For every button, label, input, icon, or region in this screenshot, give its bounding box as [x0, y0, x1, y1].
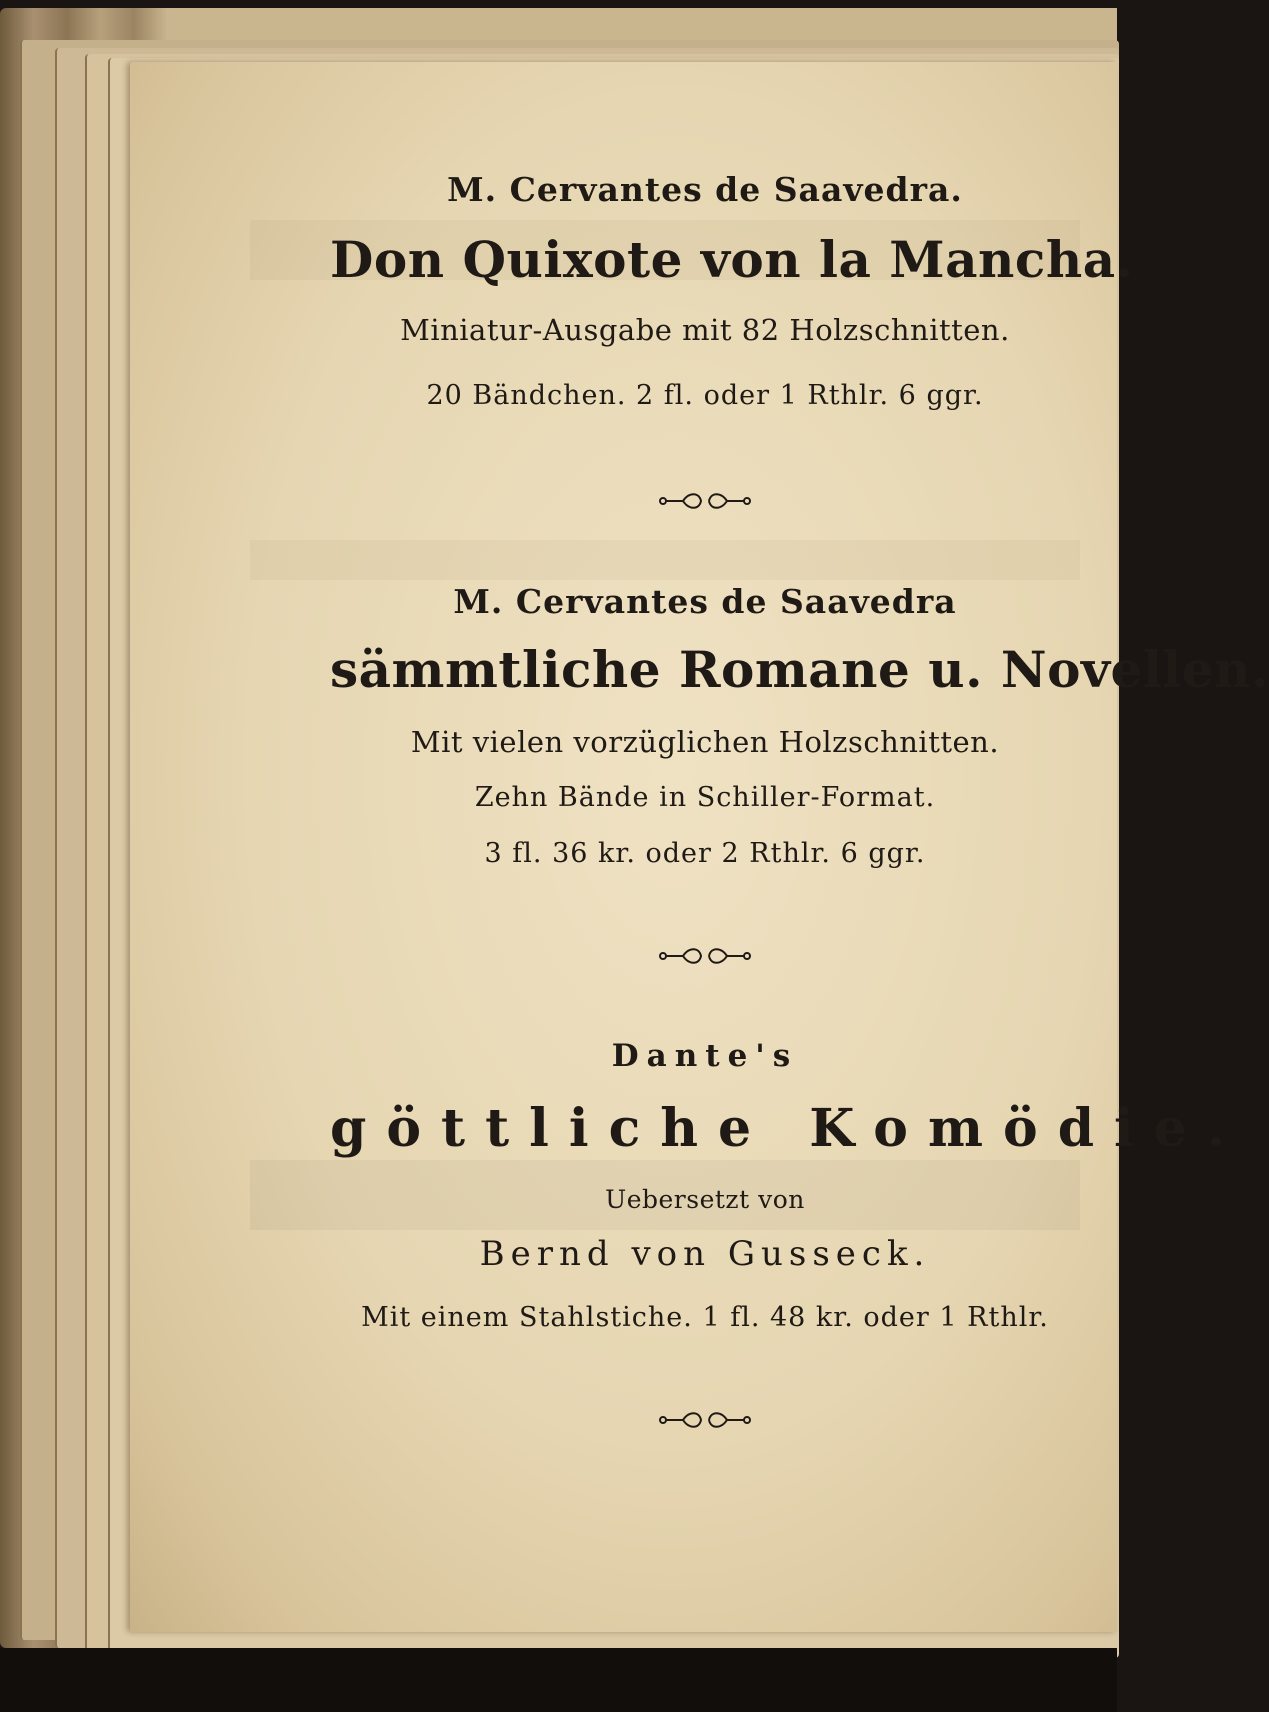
section3-title: göttliche Komödie. [330, 1098, 1245, 1159]
background-surface [0, 1648, 1117, 1712]
section2-title: sämmtliche Romane u. Novellen. [330, 640, 1269, 699]
section2-price: 3 fl. 36 kr. oder 2 Rthlr. 6 ggr. [484, 838, 926, 869]
section3-translated: Uebersetzt von [605, 1185, 805, 1214]
section2-format: Zehn Bände in Schiller-Format. [474, 782, 936, 813]
section3-translator: Bernd von Gusseck. [479, 1234, 931, 1274]
section1-title: Don Quixote von la Mancha. [330, 230, 1134, 289]
section1-edition: Miniatur-Ausgabe mit 82 Holzschnitten. [400, 313, 1010, 347]
fleuron-ornament [330, 943, 1080, 969]
section3-price: Mit einem Stahlstiche. 1 fl. 48 kr. oder 1 Rthlr. [361, 1302, 1049, 1333]
section2-edition: Mit vielen vorzüglichen Holzschnitten. [410, 725, 1000, 759]
section1-author: M. Cervantes de Saavedra. [447, 170, 963, 209]
fleuron-ornament [330, 1407, 1080, 1433]
section2-author: M. Cervantes de Saavedra [453, 582, 957, 621]
show-through [250, 540, 1080, 580]
section1-price: 20 Bändchen. 2 fl. oder 1 Rthlr. 6 ggr. [426, 380, 984, 411]
section3-author: Dante's [611, 1038, 799, 1074]
fleuron-ornament [330, 488, 1080, 514]
